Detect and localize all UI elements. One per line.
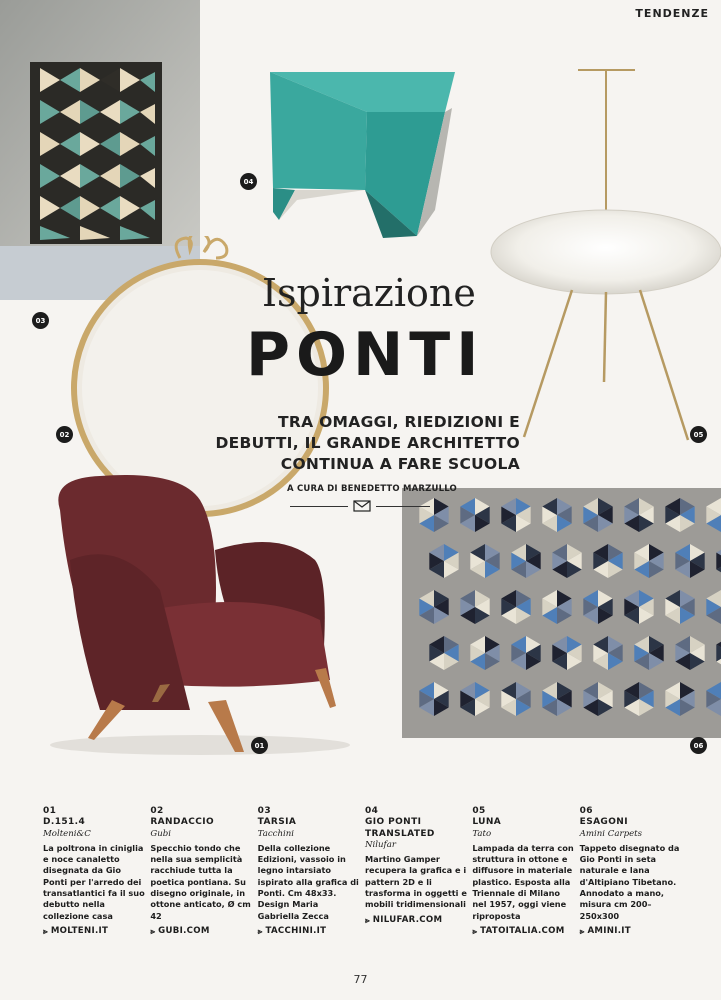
caption-maker: Tato: [472, 828, 492, 839]
arrow-icon: ⪢: [43, 926, 48, 936]
caption-body: Lampada da terra con struttura in ottone e diffusore in materiale plastico. Esposta alla Triennale di Milano nel 1957, oggi viene riproposta: [472, 842, 574, 921]
envelope-icon: [353, 500, 371, 512]
luna-lamp-photo: [480, 62, 721, 447]
caption-link-text: TATOITALIA.COM: [480, 925, 565, 936]
caption-title: RANDACCIO: [150, 817, 215, 828]
caption-maker: Amini Carpets: [579, 828, 643, 839]
deck-line: TRA OMAGGI, RIEDIZIONI E: [277, 413, 520, 431]
armchair-photo: [30, 470, 360, 760]
arrow-icon: ⪢: [472, 926, 478, 936]
caption-maker: Gubi: [150, 828, 171, 839]
caption-body: La poltrona in ciniglia e noce canaletto disegnata da Gio Ponti per l'arredo dei transatlantici fa il suo debutto nella collezione casa: [43, 842, 145, 921]
caption-body: Tappeto disegnato da Gio Ponti in seta naturale e lana d'Altipiano Tibetano. Annodato a mano, misura cm 200–250x300: [579, 842, 680, 921]
caption-04: [365, 806, 468, 937]
captions-row: [43, 806, 683, 937]
caption-01: [43, 806, 146, 937]
byline: A CURA DI BENEDETTO MARZULLO: [287, 484, 457, 494]
badge-01: 01: [251, 737, 268, 754]
caption-03: [258, 806, 361, 937]
byline-rule-right: [376, 506, 430, 507]
rug-hex-segment: [716, 645, 721, 662]
caption-link[interactable]: [365, 915, 468, 926]
caption-number: 06: [579, 806, 593, 816]
badge-03: 03: [32, 312, 49, 329]
headline-kicker: Ispirazione: [262, 271, 476, 315]
caption-link[interactable]: [472, 926, 575, 937]
caption-body: Della collezione Edizioni, vassoio in legno intarsiato ispirato alla grafica di Ponti. Cm 48x33. Design Maria Gabriella Zecca: [257, 842, 359, 921]
arrow-icon: ⪢: [257, 926, 263, 936]
caption-maker: Tacchini: [257, 828, 295, 839]
caption-link[interactable]: [580, 926, 683, 937]
caption-05: [472, 806, 575, 937]
badge-06: 06: [690, 737, 707, 754]
caption-number: 05: [472, 806, 486, 816]
caption-link-text: MOLTENI.IT: [50, 925, 109, 936]
byline-rule-left: [290, 506, 348, 507]
caption-06: [580, 806, 683, 937]
caption-number: 02: [150, 806, 164, 816]
caption-title: D.151.4: [43, 817, 86, 828]
caption-title: GIO PONTI TRANSLATED: [364, 817, 435, 839]
arrow-icon: ⪢: [364, 915, 370, 925]
badge-02: 02: [56, 426, 73, 443]
deck-line: CONTINUA A FARE SCUOLA: [280, 455, 520, 473]
headline-title: PONTI: [246, 320, 485, 390]
deck-line: DEBUTTI, IL GRANDE ARCHITETTO: [215, 434, 520, 452]
caption-link[interactable]: [43, 926, 146, 937]
rug-hex-segment: [716, 553, 721, 570]
section-label: TENDENZE: [635, 7, 709, 20]
caption-link-text: GUBI.COM: [158, 925, 210, 936]
badge-04: 04: [240, 173, 257, 190]
caption-number: 03: [257, 806, 271, 816]
caption-link-text: TACCHINI.IT: [265, 925, 327, 936]
caption-title: LUNA: [472, 817, 502, 828]
caption-title: ESAGONI: [579, 817, 628, 828]
caption-link-text: AMINI.IT: [587, 925, 631, 936]
badge-05: 05: [690, 426, 707, 443]
caption-maker: Molteni&C: [43, 828, 91, 839]
caption-link[interactable]: [258, 926, 361, 937]
caption-body: Specchio tondo che nella sua semplicità racchiude tutta la poetica pontiana. Su disegno originale, in ottone anticato, Ø cm 42: [150, 842, 251, 921]
caption-maker: Nilufar: [364, 839, 396, 850]
arrow-icon: ⪢: [150, 926, 156, 936]
headline-deck: [210, 412, 520, 475]
caption-body: Martino Gamper recupera la grafica e i pattern 2D e li trasforma in oggetti e mobili tridimensionali: [364, 854, 467, 910]
caption-link[interactable]: [150, 926, 253, 937]
caption-number: 04: [364, 806, 379, 816]
caption-title: TARSIA: [257, 817, 297, 828]
gamper-table-photo: [255, 60, 465, 245]
esagoni-rug-photo: [402, 488, 721, 738]
caption-link-text: NILUFAR.COM: [372, 914, 443, 925]
caption-number: 01: [43, 806, 57, 816]
caption-02: [150, 806, 253, 937]
arrow-icon: ⪢: [579, 926, 585, 936]
page-number: 77: [353, 973, 368, 986]
